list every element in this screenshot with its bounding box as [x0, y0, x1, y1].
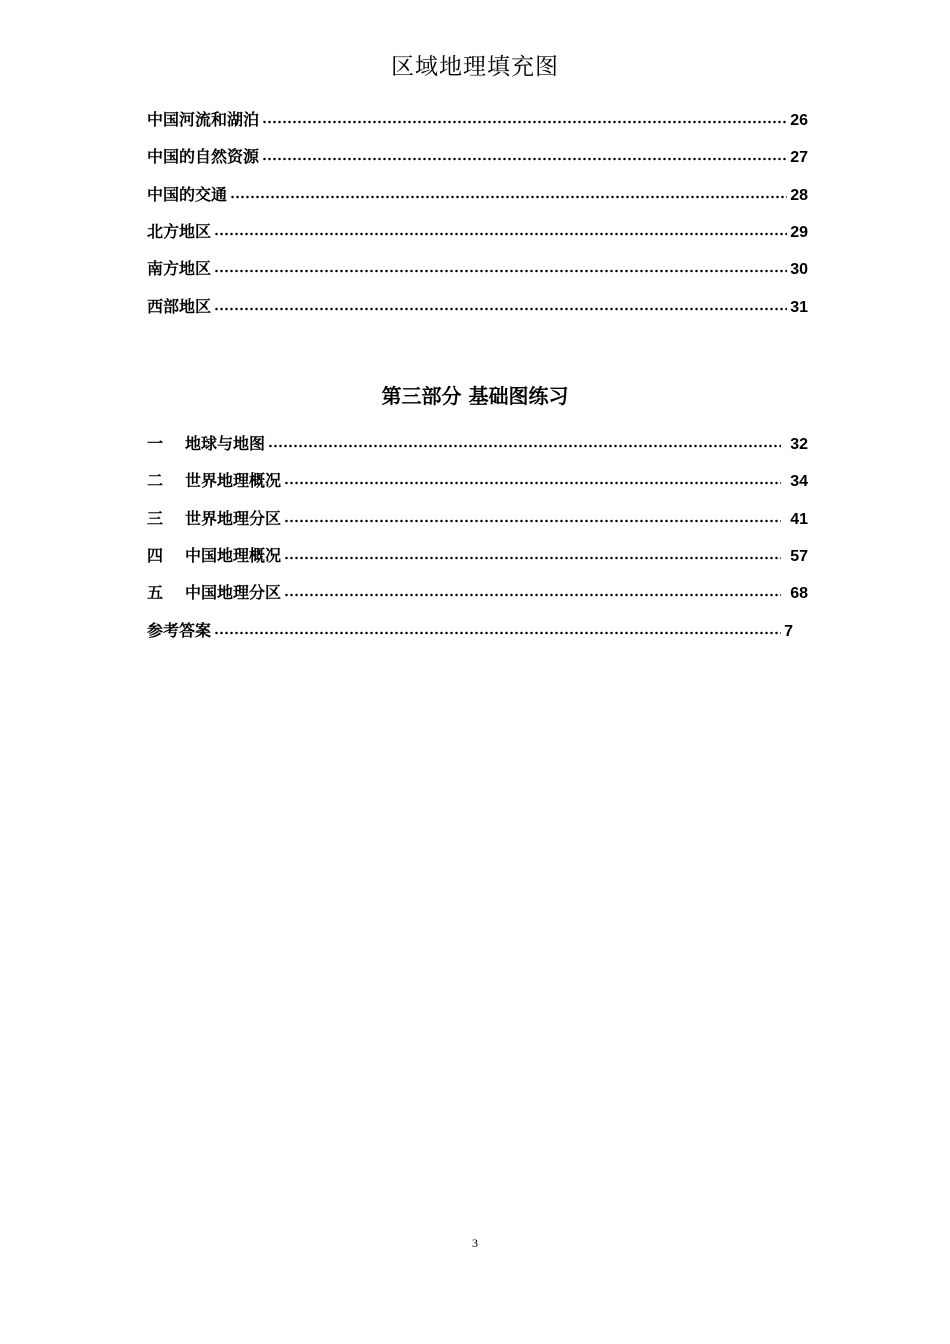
toc-entry[interactable]: [147, 615, 793, 641]
dot-leader: [230, 194, 787, 200]
toc-entry[interactable]: [147, 428, 808, 454]
toc-entry-label: 北方地区: [147, 222, 212, 241]
toc-entry[interactable]: [147, 503, 808, 529]
toc-entry-label: 世界地理分区: [185, 509, 282, 528]
toc-entry-label: 地球与地图: [185, 434, 266, 453]
toc-entry-label: 中国地理概况: [185, 546, 282, 565]
toc-entry-page: 57: [790, 548, 808, 565]
toc-entry-label: 中国的自然资源: [147, 147, 260, 166]
toc-entry-page: 41: [790, 511, 808, 528]
toc-entry-page: 29: [790, 224, 808, 241]
toc-entry[interactable]: [147, 577, 808, 603]
toc-entry[interactable]: [147, 540, 808, 566]
toc-entry[interactable]: [147, 465, 808, 491]
dot-leader: [214, 268, 787, 274]
dot-leader: [214, 231, 787, 237]
page-title: 区域地理填充图: [391, 54, 559, 80]
dot-leader: [268, 443, 781, 449]
dot-leader: [284, 592, 781, 598]
toc-entry-page: 32: [790, 436, 808, 453]
dot-leader: [214, 306, 787, 312]
toc-entry[interactable]: [147, 179, 808, 205]
toc-entry-page: 26: [790, 112, 808, 129]
dot-leader: [262, 156, 787, 162]
toc-entry[interactable]: [147, 141, 808, 167]
toc-entry-page: 68: [790, 585, 808, 602]
page-number: 3: [472, 1236, 478, 1250]
dot-leader: [284, 480, 781, 486]
dot-leader: [262, 119, 787, 125]
toc-entry-page: 27: [790, 149, 808, 166]
dot-leader: [214, 630, 781, 636]
section-heading-part3: 第三部分 基础图练习: [381, 384, 569, 408]
toc-entry[interactable]: [147, 291, 808, 317]
toc-entry-number: 二: [147, 471, 164, 490]
toc-entry-page: 34: [790, 473, 808, 490]
toc-entry-number: 四: [147, 546, 164, 565]
toc-entry-label: 中国地理分区: [185, 583, 282, 602]
toc-entry-label: 中国的交通: [147, 185, 228, 204]
toc-entry-label: 南方地区: [147, 259, 212, 278]
dot-leader: [284, 555, 781, 561]
toc-entry-page: 7: [784, 623, 793, 640]
toc-entry-label: 世界地理概况: [185, 471, 282, 490]
dot-leader: [284, 518, 781, 524]
toc-entry-page: 28: [790, 187, 808, 204]
toc-entry-number: 三: [147, 509, 164, 528]
toc-entry[interactable]: [147, 216, 808, 242]
toc-entry-number: 一: [147, 434, 164, 453]
toc-entry[interactable]: [147, 104, 808, 130]
toc-entry-label: 中国河流和湖泊: [147, 110, 260, 129]
toc-entry-page: 30: [790, 261, 808, 278]
toc-entry-number: 五: [147, 583, 164, 602]
toc-entry-page: 31: [790, 299, 808, 316]
toc-entry-label: 西部地区: [147, 297, 212, 316]
toc-entry[interactable]: [147, 253, 808, 279]
toc-entry-label: 参考答案: [147, 621, 212, 640]
